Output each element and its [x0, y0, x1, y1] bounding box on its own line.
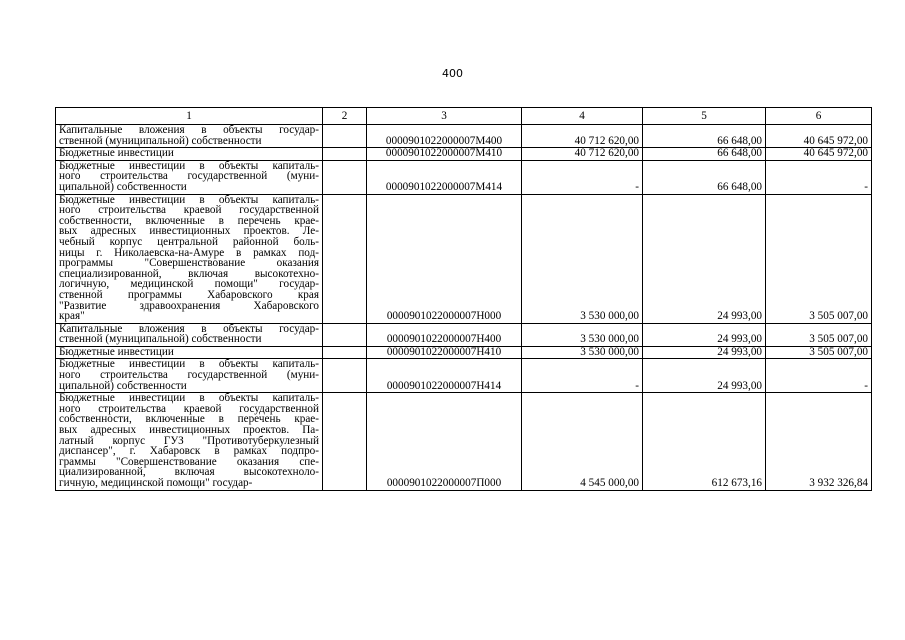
table-row	[56, 393, 872, 490]
row-value-5-cell: 24 993,00	[643, 346, 766, 359]
column-header-1: 1	[56, 108, 323, 125]
table-header-row	[56, 108, 872, 125]
row-code-cell: 0000901022000007М400	[367, 125, 522, 148]
row-value-4-cell: -	[522, 359, 643, 393]
row-col2-cell	[323, 160, 367, 194]
row-value-6-cell: 3 932 326,84	[766, 393, 872, 490]
row-col2-cell	[323, 125, 367, 148]
row-value-6-cell: 3 505 007,00	[766, 194, 872, 323]
row-value-6-cell: -	[766, 359, 872, 393]
row-value-5-cell: 24 993,00	[643, 194, 766, 323]
row-value-4-cell: -	[522, 160, 643, 194]
column-header-4: 4	[522, 108, 643, 125]
row-code-cell: 0000901022000007Н414	[367, 359, 522, 393]
row-col2-cell	[323, 148, 367, 161]
row-code-cell: 0000901022000007Н410	[367, 346, 522, 359]
row-name-cell: Бюджетные инвестиции в объекты капиталь- ного строительства краевой государственной собственности, включенные в перечень крае- вых адресных инвестиционных проектов. Ле- чебный корпус центральной районной боль- ницы г. Николаевска-на-Амуре в рамках под- программы "Совершенствование оказания специализированной, включая высокотехно- логичную, медицинской помощи" государ- ственной программы Хабаровского края "Развитие здравоохранения Хабаровского края"	[56, 194, 323, 323]
column-header-2: 2	[323, 108, 367, 125]
row-col2-cell	[323, 194, 367, 323]
row-value-5-cell: 612 673,16	[643, 393, 766, 490]
row-name-cell: Бюджетные инвестиции	[56, 346, 323, 359]
row-name-cell: Бюджетные инвестиции	[56, 148, 323, 161]
column-header-3: 3	[367, 108, 522, 125]
row-value-5-cell: 66 648,00	[643, 148, 766, 161]
row-value-5-cell: 24 993,00	[643, 323, 766, 346]
row-value-4-cell: 3 530 000,00	[522, 194, 643, 323]
table-row	[56, 148, 872, 161]
row-value-5-cell: 24 993,00	[643, 359, 766, 393]
row-name-cell: Бюджетные инвестиции в объекты капиталь- ного строительства краевой государственной собственности, включенные в перечень крае- вых адресных инвестиционных проектов. Па- латный корпус ГУЗ "Противотуберкулезный диспансер", г. Хабаровск в рамках подпро- граммы "Совершенствование оказания спе- циализированной, включая высокотехноло- гичную, медицинской помощи" государ-	[56, 393, 323, 490]
column-header-5: 5	[643, 108, 766, 125]
column-header-6: 6	[766, 108, 872, 125]
row-col2-cell	[323, 323, 367, 346]
row-value-6-cell: 40 645 972,00	[766, 125, 872, 148]
table-row	[56, 346, 872, 359]
row-value-4-cell: 3 530 000,00	[522, 323, 643, 346]
row-value-6-cell: -	[766, 160, 872, 194]
row-col2-cell	[323, 393, 367, 490]
row-code-cell: 0000901022000007Н400	[367, 323, 522, 346]
table-row	[56, 359, 872, 393]
row-name-cell: Капитальные вложения в объекты государ- ственной (муниципальной) собственности	[56, 323, 323, 346]
page-number: 400	[442, 67, 463, 80]
row-code-cell: 0000901022000007М414	[367, 160, 522, 194]
row-value-4-cell: 40 712 620,00	[522, 148, 643, 161]
row-value-4-cell: 3 530 000,00	[522, 346, 643, 359]
table-row	[56, 160, 872, 194]
row-name-cell: Бюджетные инвестиции в объекты капиталь- ного строительства государственной (муни- ципальной) собственности	[56, 160, 323, 194]
table-row	[56, 323, 872, 346]
row-value-5-cell: 66 648,00	[643, 125, 766, 148]
row-code-cell: 0000901022000007Н000	[367, 194, 522, 323]
row-value-4-cell: 40 712 620,00	[522, 125, 643, 148]
row-name-cell: Капитальные вложения в объекты государ- ственной (муниципальной) собственности	[56, 125, 323, 148]
row-value-6-cell: 3 505 007,00	[766, 346, 872, 359]
row-col2-cell	[323, 346, 367, 359]
budget-table	[55, 107, 872, 491]
row-value-6-cell: 3 505 007,00	[766, 323, 872, 346]
table-row	[56, 125, 872, 148]
row-code-cell: 0000901022000007П000	[367, 393, 522, 490]
row-value-4-cell: 4 545 000,00	[522, 393, 643, 490]
table-row	[56, 194, 872, 323]
row-value-6-cell: 40 645 972,00	[766, 148, 872, 161]
row-value-5-cell: 66 648,00	[643, 160, 766, 194]
row-code-cell: 0000901022000007М410	[367, 148, 522, 161]
row-col2-cell	[323, 359, 367, 393]
row-name-cell: Бюджетные инвестиции в объекты капиталь- ного строительства государственной (муни- ципальной) собственности	[56, 359, 323, 393]
